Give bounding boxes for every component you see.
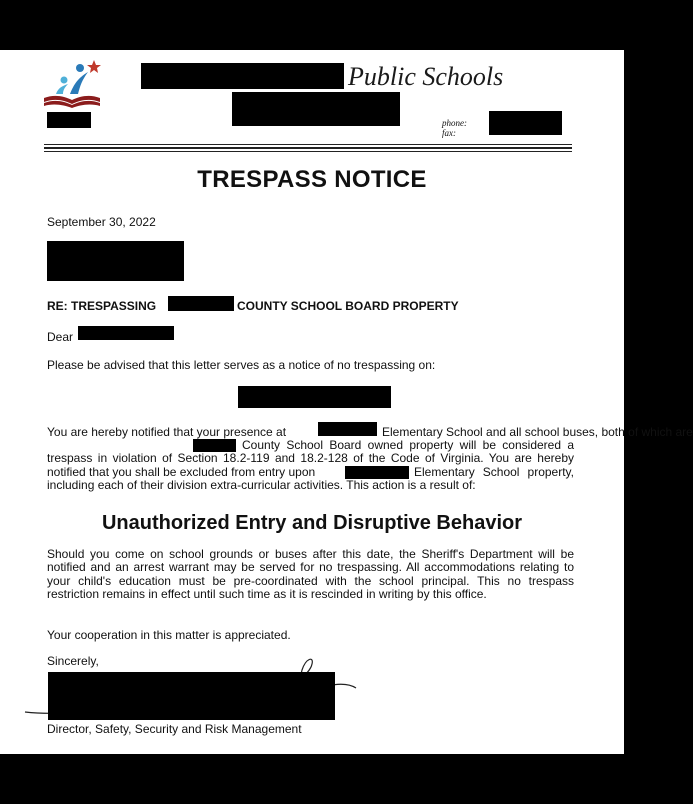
re-line-suffix: COUNTY SCHOOL BOARD PROPERTY xyxy=(237,299,459,313)
redaction-block xyxy=(238,386,391,408)
charge-heading: Unauthorized Entry and Disruptive Behavior xyxy=(101,512,523,534)
redaction-block xyxy=(48,672,335,720)
redaction-block xyxy=(318,422,377,436)
header-rule xyxy=(44,151,572,152)
sign-off: Sincerely, xyxy=(47,654,99,668)
redaction-block xyxy=(47,241,184,281)
re-line-prefix: RE: TRESPASSING xyxy=(47,299,157,313)
phone-label: phone: xyxy=(442,118,467,128)
body-text-4: Elementary School property, including each of their division extra-curricular activities. This action is a result of: xyxy=(47,465,574,493)
page-title: TRESPASS NOTICE xyxy=(197,166,427,193)
school-logo-icon xyxy=(42,56,102,116)
salutation: Dear xyxy=(47,330,74,344)
fax-label: fax: xyxy=(442,128,456,138)
redaction-block xyxy=(232,92,400,126)
body-text-5: Should you come on school grounds or buses after this date, the Sheriff's Department will be notified and an arrest warrant may be served for no trespassing. All accommodations relating to your child's education must be pre-coordinated with the school principal. This no trespass restriction remains in effect until such time as it is rescinded in writing by this office. xyxy=(47,547,574,602)
header-rule xyxy=(44,147,572,149)
school-district-name: Public Schools xyxy=(348,62,504,91)
letter-date: September 30, 2022 xyxy=(47,215,156,229)
redaction-block xyxy=(78,326,174,340)
closing-text: Your cooperation in this matter is appreciated. xyxy=(47,628,291,642)
redaction-block xyxy=(489,111,562,135)
redaction-block xyxy=(168,296,234,311)
body-text-1: You are hereby notified that your presence at xyxy=(47,425,287,439)
redaction-block xyxy=(141,63,344,89)
header-rule xyxy=(44,144,572,145)
intro-text: Please be advised that this letter serves as a notice of no trespassing on: xyxy=(47,358,436,372)
redaction-block xyxy=(47,112,91,128)
body-text-2: Elementary School and all school buses, both of which are xyxy=(382,425,693,439)
body-text-3: County School Board owned property will be considered a trespass in violation of Section 18.2-119 and 18.2-128 of the Code of Virginia. You are hereby notified that you shall be excluded from entry upon xyxy=(47,438,574,479)
letter-page xyxy=(0,50,693,754)
signer-title: Director, Safety, Security and Risk Management xyxy=(47,722,302,736)
